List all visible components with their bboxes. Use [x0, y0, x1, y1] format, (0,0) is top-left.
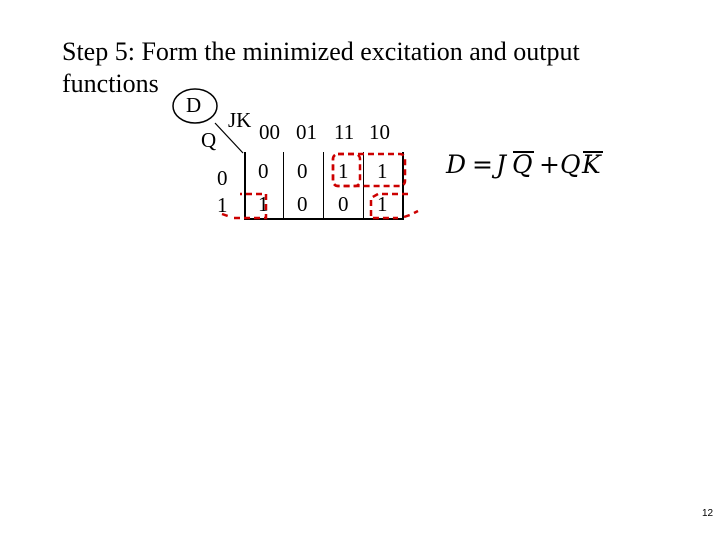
slide-number: 12 [702, 508, 714, 519]
output-label: D [186, 93, 202, 117]
col-header-00: 00 [259, 120, 280, 144]
row-header-0: 0 [217, 166, 228, 190]
eq-term2-q: Q [560, 150, 581, 179]
group-jq-bar [333, 154, 405, 186]
col-header-11: 11 [334, 120, 355, 144]
eq-term2-k: K [582, 150, 601, 179]
kmap-groupings [220, 148, 420, 230]
cell-q0-jk00: 0 [258, 159, 269, 183]
title-line-1: Step 5: Form the minimized excitation and output [62, 37, 580, 66]
cell-q0-jk11: 1 [338, 159, 349, 183]
eq-overbar-k [583, 151, 603, 153]
eq-plus: + [539, 150, 560, 179]
eq-term1-j: J [496, 150, 507, 179]
group-qk-bar-left [222, 194, 266, 218]
group-qk-bar-right [371, 194, 418, 218]
eq-lhs: D [446, 150, 467, 179]
cell-q0-jk10: 1 [377, 159, 388, 183]
row-header-1: 1 [217, 193, 228, 217]
column-variable-label: JK [228, 108, 252, 132]
cell-q1-jk01: 0 [297, 192, 308, 216]
eq-term1-q: Q [512, 150, 533, 179]
title-line-2: functions [62, 69, 159, 98]
cell-q1-jk00: 1 [258, 192, 269, 216]
cell-q1-jk11: 0 [338, 192, 349, 216]
col-header-01: 01 [296, 120, 317, 144]
eq-equals: = [472, 150, 493, 179]
group-q0-jk11 [333, 154, 360, 186]
cell-q1-jk10: 1 [377, 192, 388, 216]
eq-overbar-q [513, 151, 534, 153]
col-header-10: 10 [369, 120, 390, 144]
row-variable-label: Q [201, 128, 217, 152]
cell-q0-jk01: 0 [297, 159, 308, 183]
